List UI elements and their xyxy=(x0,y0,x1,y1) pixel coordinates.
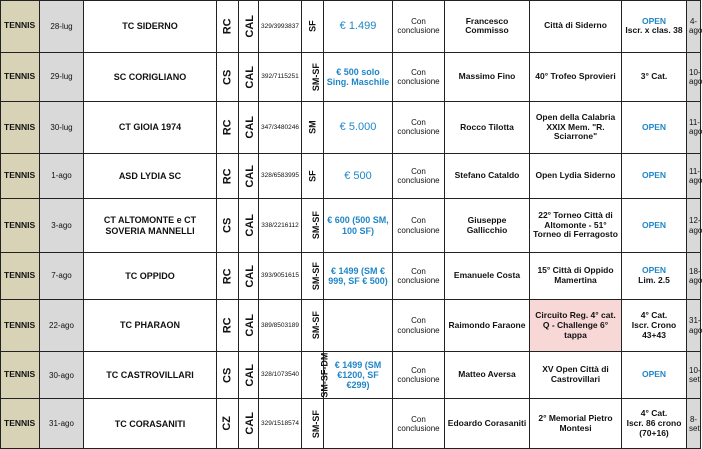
mode-cell: Con conclusione xyxy=(393,153,445,198)
category-cell xyxy=(302,1,324,53)
province-cell xyxy=(217,153,239,198)
sport-cell: TENNIS xyxy=(1,199,40,253)
table-row xyxy=(1,52,701,102)
notes-cell xyxy=(622,153,687,198)
closing-date-cell: 11-ago xyxy=(687,153,701,198)
province-cell xyxy=(217,252,239,299)
region-cell-text: CAL xyxy=(243,15,256,38)
category-cell xyxy=(302,399,324,449)
event-cell: 40° Trofeo Sprovieri xyxy=(530,52,622,102)
notes-line-2: Lim. 2.5 xyxy=(638,275,670,286)
category-cell xyxy=(302,351,330,398)
notes-line-2: Iscr. x clas. 38 xyxy=(625,25,683,36)
province-cell-text: CS xyxy=(221,217,234,234)
date-cell: 30-ago xyxy=(40,351,84,398)
closing-date-cell: 4-ago xyxy=(687,1,701,53)
referee-cell: Giuseppe Gallicchio xyxy=(445,199,530,253)
province-cell xyxy=(217,199,239,253)
notes-line-1: OPEN xyxy=(641,265,667,276)
mode-cell: Con conclusione xyxy=(393,399,445,449)
category-cell-text: SF xyxy=(307,20,318,33)
mode-cell: Con conclusione xyxy=(393,102,445,154)
table-body xyxy=(1,1,701,449)
mode-cell: Con conclusione xyxy=(393,351,445,398)
notes-cell xyxy=(622,351,687,398)
event-cell: 22° Torneo Città di Altomonte - 51° Torneo di Ferragosto xyxy=(530,199,622,253)
closing-date-cell: 12-ago xyxy=(687,199,701,253)
notes-cell xyxy=(622,252,687,299)
date-cell: 28-lug xyxy=(40,1,84,53)
sport-cell: TENNIS xyxy=(1,1,40,53)
notes-cell xyxy=(622,300,687,352)
province-cell-text: CS xyxy=(221,367,234,383)
date-cell: 7-ago xyxy=(40,252,84,299)
region-cell xyxy=(239,399,259,449)
phone-cell: 392/7115251 xyxy=(259,52,302,102)
province-cell xyxy=(217,102,239,154)
notes-line-1: 3° Cat. xyxy=(640,71,668,81)
category-cell-text: SM-SF xyxy=(310,409,321,438)
event-cell: 15° Città di Oppido Mamertina xyxy=(530,252,622,299)
region-cell-text: CAL xyxy=(243,363,256,387)
prize-cell: € 1499 (SM € 999, SF € 500) xyxy=(324,252,393,299)
club-cell: CT ALTOMONTE e CT SOVERIA MANNELLI xyxy=(84,199,217,253)
province-cell xyxy=(217,399,239,449)
prize-cell xyxy=(324,399,393,449)
notes-line-2: Iscr. 86 crono (70+16) xyxy=(626,417,682,438)
province-cell-text: RC xyxy=(221,119,234,136)
region-cell-text: CAL xyxy=(243,116,256,139)
notes-cell xyxy=(622,399,687,449)
mode-cell: Con conclusione xyxy=(393,252,445,299)
event-cell: Città di Siderno xyxy=(530,1,622,53)
sport-cell: TENNIS xyxy=(1,252,40,299)
sport-cell: TENNIS xyxy=(1,351,40,398)
phone-cell: 329/3993837 xyxy=(259,1,302,53)
region-cell xyxy=(239,252,259,299)
referee-cell: Massimo Fino xyxy=(445,52,530,102)
referee-cell: Matteo Aversa xyxy=(445,351,530,398)
closing-date-cell: 8-set xyxy=(687,399,701,449)
category-cell xyxy=(302,300,324,352)
referee-cell: Stefano Cataldo xyxy=(445,153,530,198)
date-cell: 30-lug xyxy=(40,102,84,154)
region-cell-text: CAL xyxy=(243,65,256,89)
prize-cell xyxy=(324,300,393,352)
club-cell: TC OPPIDO xyxy=(84,252,217,299)
province-cell-text: RC xyxy=(221,18,234,35)
phone-cell: 393/9051615 xyxy=(259,252,302,299)
referee-cell: Edoardo Corasaniti xyxy=(445,399,530,449)
region-cell xyxy=(239,102,259,154)
sport-cell: TENNIS xyxy=(1,300,40,352)
club-cell: ASD LYDIA SC xyxy=(84,153,217,198)
closing-date-cell: 10-set xyxy=(687,351,701,398)
phone-cell: 328/1073540 xyxy=(259,351,302,398)
province-cell xyxy=(217,300,239,352)
date-cell: 29-lug xyxy=(40,52,84,102)
region-cell xyxy=(239,351,259,398)
club-cell: SC CORIGLIANO xyxy=(84,52,217,102)
closing-date-cell: 31-ago xyxy=(687,300,701,352)
category-cell-text: SM xyxy=(307,120,318,135)
notes-line-1: OPEN xyxy=(641,15,667,26)
table-row xyxy=(1,102,701,154)
club-cell: TC PHARAON xyxy=(84,300,217,352)
table-row xyxy=(1,199,701,253)
category-cell-text: SM-SF xyxy=(310,62,321,91)
notes-cell xyxy=(622,199,687,253)
region-cell xyxy=(239,52,259,102)
phone-cell: 347/3480246 xyxy=(259,102,302,154)
category-cell-text: SF xyxy=(307,170,318,182)
notes-cell xyxy=(622,102,687,154)
club-cell: CT GIOIA 1974 xyxy=(84,102,217,154)
category-cell xyxy=(302,252,324,299)
category-cell-text: SM-SF xyxy=(310,311,321,340)
prize-cell: € 5.000 xyxy=(324,102,393,154)
notes-cell xyxy=(622,52,687,102)
region-cell xyxy=(239,153,259,198)
province-cell xyxy=(217,52,239,102)
category-cell xyxy=(302,102,324,154)
club-cell: TC SIDERNO xyxy=(84,1,217,53)
event-cell: XV Open Città di Castrovillari xyxy=(530,351,622,398)
club-cell: TC CORASANITI xyxy=(84,399,217,449)
region-cell-text: CAL xyxy=(243,214,256,237)
province-cell-text: RC xyxy=(221,168,234,184)
region-cell-text: CAL xyxy=(243,264,256,288)
notes-cell xyxy=(622,1,687,53)
phone-cell: 338/2216112 xyxy=(259,199,302,253)
closing-date-cell: 10-ago xyxy=(687,52,701,102)
table-row xyxy=(1,153,701,198)
sport-cell: TENNIS xyxy=(1,102,40,154)
category-cell-text: SM-SF xyxy=(310,262,321,291)
prize-cell: € 500 xyxy=(324,153,393,198)
closing-date-cell: 18-ago xyxy=(687,252,701,299)
region-cell-text: CAL xyxy=(243,314,256,337)
date-cell: 3-ago xyxy=(40,199,84,253)
notes-line-1: OPEN xyxy=(641,219,667,230)
region-cell xyxy=(239,1,259,53)
notes-line-1: 4° Cat. xyxy=(640,309,668,320)
club-cell: TC CASTROVILLARI xyxy=(84,351,217,398)
table-row xyxy=(1,252,701,299)
phone-cell: 389/8503189 xyxy=(259,300,302,352)
province-cell-text: RC xyxy=(221,268,234,285)
table-row xyxy=(1,1,701,53)
date-cell: 1-ago xyxy=(40,153,84,198)
mode-cell: Con conclusione xyxy=(393,300,445,352)
phone-cell: 328/6583995 xyxy=(259,153,302,198)
mode-cell: Con conclusione xyxy=(393,52,445,102)
notes-line-1: OPEN xyxy=(641,170,667,181)
province-cell-text: RC xyxy=(221,317,234,334)
table-row xyxy=(1,300,701,352)
referee-cell: Francesco Commisso xyxy=(445,1,530,53)
province-cell-text: CS xyxy=(221,69,234,85)
referee-cell: Emanuele Costa xyxy=(445,252,530,299)
sport-cell: TENNIS xyxy=(1,153,40,198)
referee-cell: Raimondo Faraone xyxy=(445,300,530,352)
table-row xyxy=(1,351,701,398)
referee-cell: Rocco Tilotta xyxy=(445,102,530,154)
province-cell-text: CZ xyxy=(221,416,234,432)
prize-cell: € 500 solo Sing. Maschile xyxy=(324,52,393,102)
category-cell xyxy=(302,153,324,198)
notes-line-2: Iscr. Crono 43+43 xyxy=(631,319,677,340)
category-cell xyxy=(302,199,324,253)
category-cell-text: SM-SF-DM xyxy=(319,352,330,398)
event-cell: Open della Calabria XXIX Mem. "R. Sciarrone" xyxy=(530,102,622,154)
region-cell-text: CAL xyxy=(243,164,256,188)
region-cell-text: CAL xyxy=(243,412,256,435)
notes-line-1: 4° Cat. xyxy=(640,408,668,419)
mode-cell: Con conclusione xyxy=(393,199,445,253)
mode-cell: Con conclusione xyxy=(393,1,445,53)
closing-date-cell: 11-ago xyxy=(687,102,701,154)
prize-cell: € 600 (500 SM, 100 SF) xyxy=(324,199,393,253)
sport-cell: TENNIS xyxy=(1,52,40,102)
date-cell: 22-ago xyxy=(40,300,84,352)
prize-cell: € 1.499 xyxy=(324,1,393,53)
region-cell xyxy=(239,199,259,253)
category-cell-text: SM-SF xyxy=(310,211,321,240)
table-row xyxy=(1,399,701,449)
prize-cell: € 1499 (SM €1200, SF €299) xyxy=(324,351,393,398)
sport-cell: TENNIS xyxy=(1,399,40,449)
event-cell: Open Lydia Siderno xyxy=(530,153,622,198)
notes-line-1: OPEN xyxy=(641,121,667,132)
notes-line-1: OPEN xyxy=(641,369,667,380)
date-cell: 31-ago xyxy=(40,399,84,449)
phone-cell: 329/1518574 xyxy=(259,399,302,449)
event-cell: Circuito Reg. 4° cat. Q - Challenge 6° tappa xyxy=(530,300,622,352)
category-cell xyxy=(302,52,324,102)
region-cell xyxy=(239,300,259,352)
province-cell xyxy=(217,1,239,53)
province-cell xyxy=(217,351,239,398)
event-cell: 2° Memorial Pietro Montesi xyxy=(530,399,622,449)
